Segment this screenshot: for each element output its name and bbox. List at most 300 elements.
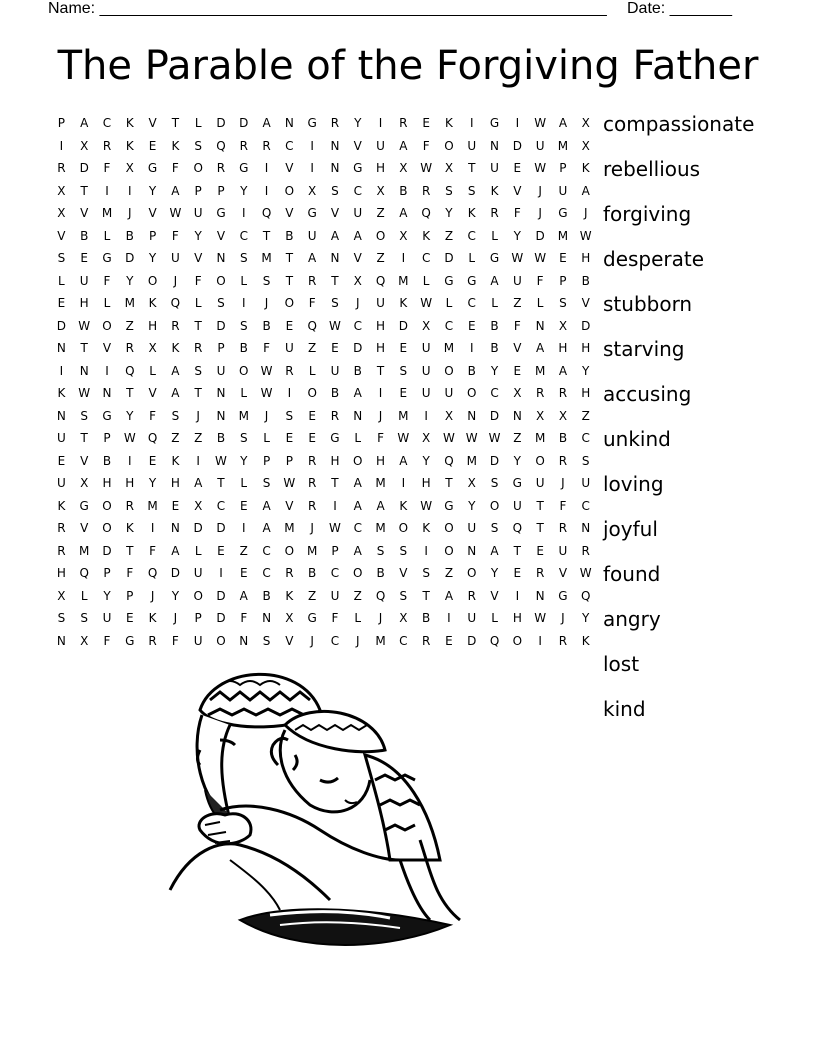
grid-cell: Y <box>468 498 476 513</box>
grid-cell: B <box>262 588 271 603</box>
grid-cell: G <box>307 116 317 131</box>
grid-cell: E <box>148 453 157 468</box>
grid-cell: Y <box>513 228 521 243</box>
grid-cell: E <box>80 251 88 266</box>
grid-cell: F <box>171 228 179 243</box>
grid-cell: K <box>57 498 66 513</box>
grid-cell: Y <box>194 228 202 243</box>
grid-cell: X <box>422 318 431 333</box>
grid-cell: B <box>239 341 248 356</box>
grid-cell: W <box>579 566 592 581</box>
grid-cell: A <box>353 498 362 513</box>
grid-cell: E <box>308 408 316 423</box>
grid-cell: P <box>331 543 339 558</box>
grid-cell: S <box>239 318 248 333</box>
grid-cell: P <box>148 228 157 243</box>
grid-cell: W <box>215 453 227 468</box>
grid-cell: E <box>559 251 567 266</box>
grid-cell: Z <box>353 588 362 603</box>
grid-cell: R <box>399 116 408 131</box>
grid-cell: I <box>242 521 246 536</box>
grid-cell: B <box>80 228 89 243</box>
grid-cell: E <box>308 431 316 446</box>
grid-cell: T <box>126 543 134 558</box>
date-field-label: Date: _______ <box>627 0 732 17</box>
grid-cell: T <box>331 273 339 288</box>
grid-cell: Z <box>171 431 180 446</box>
grid-cell: R <box>216 161 226 176</box>
grid-cell: I <box>242 296 246 311</box>
grid-cell: S <box>194 138 202 153</box>
grid-cell: Q <box>261 206 272 221</box>
grid-cell: W <box>283 476 296 491</box>
grid-cell: T <box>126 386 134 401</box>
grid-cell: R <box>535 386 545 401</box>
grid-cell: I <box>150 521 155 536</box>
grid-cell: U <box>512 273 522 288</box>
grid-cell: M <box>557 138 569 153</box>
grid-cell: G <box>489 116 500 131</box>
grid-cell: B <box>581 273 590 288</box>
grid-cell: X <box>148 341 157 356</box>
grid-cell: D <box>444 251 454 266</box>
grid-cell: Y <box>490 363 499 378</box>
grid-cell: T <box>331 476 339 491</box>
grid-cell: X <box>80 633 89 648</box>
grid-cell: W <box>443 431 455 446</box>
grid-cell: U <box>57 476 66 491</box>
grid-cell: D <box>489 453 500 468</box>
grid-cell: W <box>534 116 547 131</box>
grid-cell: V <box>513 341 522 356</box>
grid-cell: C <box>444 318 454 333</box>
grid-cell: I <box>424 543 428 558</box>
grid-cell: R <box>330 408 340 423</box>
grid-cell: F <box>126 566 134 581</box>
grid-cell: U <box>79 273 89 288</box>
grid-row <box>50 495 597 518</box>
grid-cell: Y <box>126 273 134 288</box>
grid-cell: S <box>171 408 180 423</box>
grid-cell: X <box>125 161 134 176</box>
grid-cell: Z <box>513 296 522 311</box>
grid-cell: W <box>329 318 341 333</box>
grid-cell: E <box>399 386 408 401</box>
grid-cell: S <box>239 251 248 266</box>
grid-cell: A <box>399 453 408 468</box>
grid-cell: S <box>80 408 88 423</box>
grid-cell: M <box>398 273 409 288</box>
grid-cell: Q <box>147 431 158 446</box>
grid-cell: P <box>103 431 111 446</box>
grid-cell: H <box>56 566 66 581</box>
grid-cell: X <box>581 116 590 131</box>
grid-cell: U <box>467 521 477 536</box>
word-list <box>603 110 754 740</box>
grid-cell: U <box>467 138 477 153</box>
grid-cell: O <box>102 498 112 513</box>
grid-cell: M <box>238 408 249 423</box>
grid-row <box>50 405 597 428</box>
grid-cell: R <box>57 161 66 176</box>
grid-cell: Z <box>444 566 454 581</box>
grid-row <box>50 360 597 383</box>
grid-cell: A <box>558 116 568 131</box>
grid-row <box>50 292 597 315</box>
grid-cell: S <box>57 251 66 266</box>
grid-cell: I <box>515 588 520 603</box>
grid-cell: U <box>490 161 499 176</box>
grid-cell: G <box>330 431 340 446</box>
grid-cell: B <box>376 566 385 581</box>
grid-cell: Q <box>216 138 226 153</box>
grid-cell: U <box>330 363 340 378</box>
grid-cell: K <box>148 611 157 626</box>
grid-cell: X <box>57 588 66 603</box>
grid-cell: L <box>149 363 156 378</box>
grid-cell: H <box>512 611 522 626</box>
grid-cell: I <box>424 408 428 423</box>
grid-cell: P <box>217 341 225 356</box>
grid-cell: T <box>217 476 225 491</box>
grid-cell: M <box>124 296 135 311</box>
grid-cell: X <box>422 431 431 446</box>
grid-cell: V <box>285 498 294 513</box>
grid-cell: E <box>513 363 522 378</box>
grid-cell: F <box>308 296 316 311</box>
grid-cell: B <box>399 183 408 198</box>
grid-cell: S <box>285 408 294 423</box>
grid-cell: L <box>491 228 498 243</box>
grid-cell: F <box>171 633 179 648</box>
grid-cell: T <box>536 498 544 513</box>
grid-cell: N <box>535 318 545 333</box>
grid-cell: D <box>581 318 591 333</box>
grid-cell: S <box>467 183 476 198</box>
grid-cell: O <box>444 138 454 153</box>
grid-cell: J <box>378 611 383 626</box>
grid-cell: A <box>376 498 385 513</box>
grid-cell: A <box>581 183 590 198</box>
grid-cell: X <box>444 408 454 423</box>
grid-cell: F <box>171 161 179 176</box>
grid-cell: M <box>557 228 569 243</box>
grid-cell: B <box>353 363 362 378</box>
grid-cell: Q <box>375 273 386 288</box>
grid-cell: L <box>491 296 498 311</box>
grid-cell: Z <box>308 588 317 603</box>
grid-cell: C <box>490 386 499 401</box>
grid-cell: P <box>194 183 202 198</box>
grid-cell: H <box>581 386 591 401</box>
grid-cell: O <box>489 498 500 513</box>
grid-cell: O <box>353 566 363 581</box>
grid-cell: W <box>123 431 136 446</box>
grid-cell: A <box>353 386 362 401</box>
grid-cell: U <box>535 138 545 153</box>
grid-cell: L <box>445 296 453 311</box>
grid-cell: V <box>148 206 157 221</box>
grid-cell: S <box>445 183 453 198</box>
grid-cell: D <box>193 521 203 536</box>
grid-cell: T <box>285 273 294 288</box>
grid-cell: O <box>284 183 295 198</box>
grid-cell: U <box>330 588 340 603</box>
grid-cell: E <box>467 318 476 333</box>
grid-cell: I <box>378 116 383 131</box>
grid-cell: G <box>444 498 454 513</box>
grid-cell: K <box>171 138 180 153</box>
grid-cell: K <box>399 296 408 311</box>
grid-cell: G <box>239 161 249 176</box>
word-list-item: rebellious <box>603 157 701 181</box>
grid-cell: W <box>169 206 182 221</box>
grid-cell: B <box>490 341 499 356</box>
grid-cell: A <box>171 386 180 401</box>
grid-cell: D <box>489 408 500 423</box>
grid-cell: W <box>534 161 547 176</box>
grid-cell: F <box>103 161 111 176</box>
grid-cell: Y <box>148 476 157 491</box>
grid-cell: O <box>102 521 112 536</box>
grid-cell: H <box>170 476 180 491</box>
grid-cell: N <box>56 341 66 356</box>
grid-cell: W <box>420 296 433 311</box>
grid-cell: J <box>264 296 269 311</box>
grid-cell: L <box>240 476 248 491</box>
grid-cell: W <box>420 498 433 513</box>
grid-cell: X <box>57 206 66 221</box>
grid-cell: X <box>285 611 294 626</box>
grid-cell: U <box>193 206 203 221</box>
grid-cell: X <box>376 183 385 198</box>
grid-cell: B <box>467 363 476 378</box>
grid-cell: K <box>581 161 590 176</box>
grid-cell: S <box>399 363 408 378</box>
grid-cell: A <box>558 363 568 378</box>
grid-cell: B <box>308 566 317 581</box>
grid-cell: X <box>80 476 89 491</box>
grid-cell: T <box>422 588 430 603</box>
grid-cell: E <box>513 566 522 581</box>
grid-cell: J <box>355 633 360 648</box>
grid-cell: C <box>399 633 408 648</box>
grid-cell: V <box>399 566 408 581</box>
grid-cell: F <box>377 431 384 446</box>
grid-cell: K <box>148 296 157 311</box>
grid-cell: X <box>353 273 362 288</box>
grid-cell: H <box>330 453 340 468</box>
grid-cell: L <box>263 431 270 446</box>
grid-cell: D <box>216 116 226 131</box>
grid-cell: J <box>310 633 314 648</box>
grid-cell: E <box>57 296 66 311</box>
grid-cell: R <box>421 633 431 648</box>
grid-cell: X <box>80 138 89 153</box>
grid-cell: S <box>262 476 271 491</box>
grid-cell: B <box>216 431 226 446</box>
grid-cell: R <box>558 386 568 401</box>
grid-cell: Z <box>444 228 454 243</box>
grid-cell: K <box>125 138 134 153</box>
grid-cell: A <box>262 116 271 131</box>
grid-cell: P <box>285 453 293 468</box>
grid-cell: L <box>194 543 202 558</box>
grid-cell: C <box>330 566 340 581</box>
grid-cell: S <box>422 566 430 581</box>
grid-cell: A <box>490 273 499 288</box>
grid-cell: W <box>260 386 273 401</box>
grid-cell: K <box>171 341 180 356</box>
word-list-item: unkind <box>603 427 671 451</box>
grid-cell: H <box>581 341 591 356</box>
word-list-item: starving <box>603 337 685 361</box>
grid-cell: G <box>307 611 317 626</box>
grid-cell: P <box>126 588 134 603</box>
grid-cell: L <box>422 273 430 288</box>
grid-cell: L <box>491 611 498 626</box>
grid-cell: I <box>378 386 383 401</box>
grid-cell: Y <box>148 183 157 198</box>
grid-cell: H <box>421 476 431 491</box>
grid-cell: D <box>512 138 522 153</box>
grid-cell: D <box>467 633 477 648</box>
grid-cell: N <box>216 251 226 266</box>
grid-cell: V <box>57 228 66 243</box>
grid-cell: C <box>421 251 431 266</box>
grid-cell: M <box>375 476 386 491</box>
grid-cell: J <box>310 521 314 536</box>
grid-cell: T <box>171 116 180 131</box>
grid-cell: Z <box>376 251 385 266</box>
grid-cell: G <box>353 161 363 176</box>
grid-cell: U <box>535 476 545 491</box>
grid-cell: Q <box>170 296 181 311</box>
grid-cell: W <box>260 363 273 378</box>
grid-cell: D <box>216 318 226 333</box>
grid-cell: C <box>467 228 476 243</box>
grid-cell: B <box>262 318 271 333</box>
grid-cell: S <box>331 183 339 198</box>
grid-cell: K <box>171 453 180 468</box>
grid-cell: K <box>125 521 134 536</box>
grid-cell: L <box>240 386 248 401</box>
grid-cell: E <box>148 138 157 153</box>
grid-cell: W <box>397 431 410 446</box>
grid-cell: I <box>59 138 64 153</box>
grid-cell: S <box>581 453 590 468</box>
grid-cell: N <box>581 521 591 536</box>
grid-row <box>50 270 597 293</box>
grid-cell: G <box>125 633 135 648</box>
grid-cell: F <box>536 273 544 288</box>
grid-cell: I <box>401 251 406 266</box>
grid-cell: K <box>490 183 499 198</box>
grid-cell: L <box>58 273 65 288</box>
grid-cell: J <box>583 206 588 221</box>
grid-cell: H <box>376 453 386 468</box>
grid-cell: G <box>512 476 522 491</box>
grid-cell: R <box>262 138 271 153</box>
grid-cell: R <box>125 498 134 513</box>
grid-cell: G <box>102 408 112 423</box>
grid-row <box>50 382 597 405</box>
page-title: The Parable of the Forgiving Father <box>57 43 759 89</box>
grid-cell: Z <box>581 408 590 423</box>
grid-cell: U <box>307 228 317 243</box>
grid-row <box>50 585 597 608</box>
grid-cell: A <box>399 138 408 153</box>
grid-cell: E <box>171 498 180 513</box>
grid-cell: W <box>488 431 501 446</box>
grid-cell: A <box>239 588 248 603</box>
grid-cell: R <box>307 498 317 513</box>
grid-cell: R <box>490 206 499 221</box>
grid-cell: N <box>284 116 294 131</box>
grid-cell: L <box>80 588 88 603</box>
grid-cell: W <box>534 251 547 266</box>
grid-cell: Q <box>421 206 431 221</box>
grid-cell: U <box>421 363 431 378</box>
grid-cell: N <box>170 521 180 536</box>
grid-cell: R <box>330 116 340 131</box>
grid-cell: K <box>581 633 590 648</box>
grid-cell: W <box>511 251 524 266</box>
grid-cell: D <box>56 318 67 333</box>
grid-cell: L <box>240 273 248 288</box>
grid-cell: T <box>468 161 476 176</box>
grid-cell: U <box>170 251 180 266</box>
grid-row <box>50 135 597 158</box>
grid-cell: E <box>125 611 134 626</box>
grid-cell: V <box>581 296 590 311</box>
grid-cell: I <box>128 183 132 198</box>
grid-cell: Y <box>513 453 521 468</box>
grid-cell: L <box>308 363 316 378</box>
grid-cell: S <box>262 633 271 648</box>
word-list-item: stubborn <box>603 292 693 316</box>
grid-cell: T <box>445 476 453 491</box>
grid-cell: X <box>558 408 568 423</box>
grid-cell: L <box>103 228 111 243</box>
grid-cell: G <box>79 498 89 513</box>
grid-cell: J <box>264 408 269 423</box>
grid-cell: B <box>422 611 431 626</box>
grid-cell: S <box>331 296 339 311</box>
grid-cell: M <box>306 543 318 558</box>
grid-cell: A <box>194 476 203 491</box>
grid-cell: Q <box>307 318 317 333</box>
grid-cell: U <box>102 611 112 626</box>
grid-cell: R <box>467 588 476 603</box>
grid-cell: J <box>561 476 565 491</box>
grid-cell: N <box>467 543 477 558</box>
grid-cell: B <box>490 318 499 333</box>
grid-cell: U <box>353 206 363 221</box>
grid-cell: Y <box>445 206 453 221</box>
grid-cell: A <box>308 251 317 266</box>
grid-cell: N <box>79 363 89 378</box>
grid-cell: D <box>125 251 135 266</box>
grid-cell: R <box>285 363 294 378</box>
grid-cell: C <box>467 296 476 311</box>
grid-cell: L <box>354 611 362 626</box>
grid-cell: F <box>149 408 157 423</box>
grid-cell: G <box>558 588 568 603</box>
grid-cell: E <box>399 341 408 356</box>
grid-cell: T <box>536 521 544 536</box>
grid-cell: O <box>444 363 454 378</box>
